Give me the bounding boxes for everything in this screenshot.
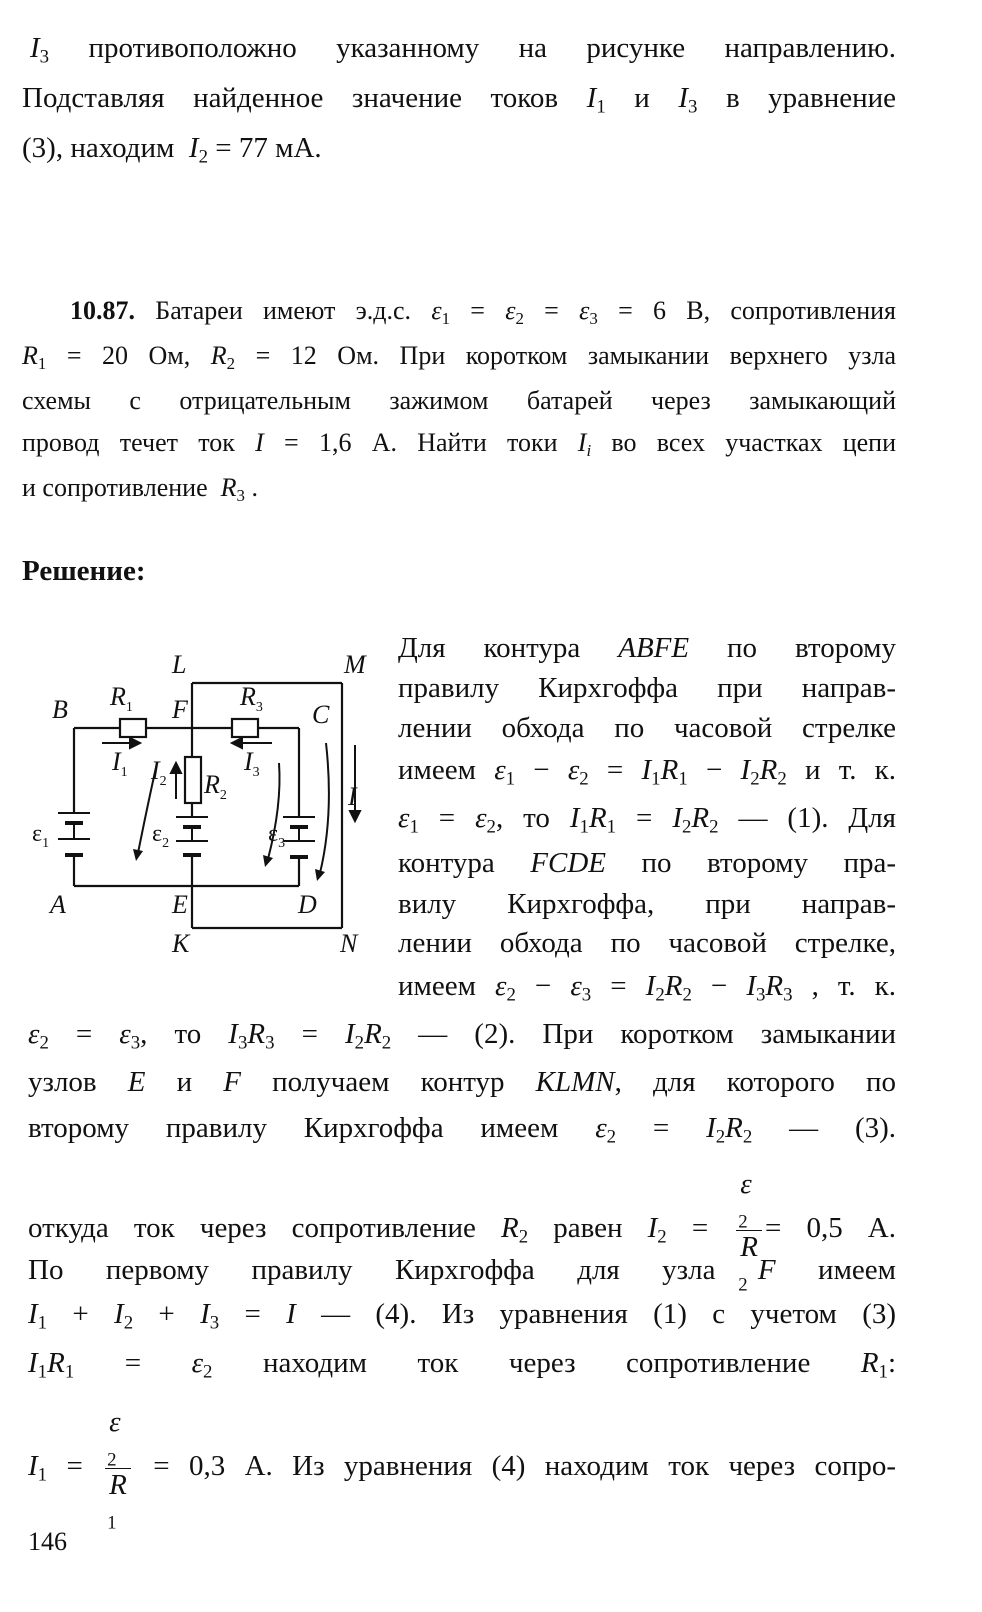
current-label-i3: $I_3$ — [244, 747, 260, 780]
text-span: и — [176, 1066, 193, 1098]
text-span: в уравнение — [725, 82, 897, 114]
node-label-A: A — [50, 890, 66, 919]
solution-line: $I_1 + I_2 + I_3 = I$ — (4). Из уравнения (1) с учетом (3) — [28, 1298, 897, 1334]
text-span: = 0,5 А. — [765, 1212, 897, 1245]
text-span: , для которого по — [614, 1066, 897, 1098]
node-label-B: B — [52, 695, 68, 724]
text-span: — (2). При коротком замыкании — [418, 1018, 897, 1050]
text-span: имеем — [398, 970, 476, 1002]
solution-line — [398, 845, 896, 881]
text-span: провод течет ток — [22, 428, 235, 457]
solution-line: $\varepsilon_1 = \varepsilon_2$, то $I_1R_1 = I_2R_2$ — (1). Для — [398, 802, 897, 838]
solution-line: $I_1$ = ε $_2$ R $_1$ = 0,3 А. Из уравнения (4) находим ток через сопро- — [28, 1406, 896, 1534]
text-span: = 1,6 А. Найти токи — [284, 428, 558, 457]
text-span: схемы с отрицательным зажимом батарей через замыкающий — [22, 386, 896, 415]
text-span: второму правилу Кирхгоффа имеем — [28, 1112, 559, 1144]
solution-line — [398, 886, 896, 922]
current-label-i1: $I_1$ — [112, 747, 128, 780]
solution-line: имеем $\varepsilon_2 - \varepsilon_3 = I_2R_2 - I_3R_3$ , т. к. — [398, 970, 897, 1006]
solution-line: $I_1R_1 = \varepsilon_2$ находим ток через сопротивление $R_1$: — [28, 1347, 897, 1383]
text-span: , то — [495, 802, 550, 834]
text-span: и т. к. — [804, 754, 897, 786]
text-span: противоположно указанному на рисунке направлению. — [88, 32, 896, 64]
problem-line: $R_1 = 20$ Ом, $R_2 = 12$ Ом. При коротком замыкании верхнего узла — [22, 341, 897, 374]
node-label-D: D — [298, 890, 317, 919]
text-span: = 6 В, сопротивления — [618, 296, 897, 325]
text-span: — (1). Для — [738, 802, 897, 834]
text-span: — (4). Из уравнения (1) с учетом (3) — [321, 1298, 897, 1330]
text-span: Подставляя найденное значение токов — [22, 82, 559, 114]
text-span: лении обхода по часовой стрелке, — [398, 927, 896, 959]
solution-line: По первому правилу Кирхгоффа для узла F имеем — [28, 1254, 897, 1286]
current-label-i2: $I_2$ — [151, 756, 167, 789]
problem-line: 10.87. Батареи имеют э.д.с. $\varepsilon_1 = \varepsilon_2 = \varepsilon_3 = 6$ В, сопротивления — [70, 296, 897, 329]
text-span: По первому правилу Кирхгоффа для узла — [28, 1254, 716, 1286]
text-span: = 0,3 А. Из уравнения (4) находим ток через сопро- — [153, 1450, 896, 1483]
text-span: и — [634, 82, 650, 114]
text-span: Для контура — [398, 632, 581, 664]
problem-number: 10.87. — [70, 296, 135, 325]
text-span: по второму пра- — [641, 847, 897, 879]
text-span: правилу Кирхгоффа при направ- — [398, 672, 896, 704]
text-span: сопротивление — [626, 1347, 811, 1379]
text-span: узлов — [28, 1066, 97, 1098]
emf-label-e1: $\varepsilon_1$ — [32, 821, 50, 851]
solution-line: $\varepsilon_2 = \varepsilon_3$, то $I_3R_3 = I_2R_2$ — (2). При коротком замыкании — [28, 1018, 897, 1054]
text-span: во всех участках цепи — [611, 428, 897, 457]
text-line: (3), находим $I_2 = 77$ мА. — [22, 132, 322, 168]
text-span: по второму — [727, 632, 897, 664]
node-label-K: K — [172, 929, 190, 958]
contour-name: KLMN — [535, 1066, 615, 1098]
text-span: (3), находим — [22, 132, 175, 164]
text-line: Подставляя найденное значение токов $I_1$ и $I_3$ в уравнение — [22, 82, 897, 118]
text-line: $I_3$ противоположно указанному на рисунке направлению. — [30, 32, 896, 68]
text-span: , то — [140, 1018, 202, 1050]
current-label-i: I — [348, 782, 357, 811]
solution-line — [398, 630, 896, 666]
fraction: ε $_2$ R $_1$ — [105, 1408, 131, 1529]
problem-line: провод течет ток I = 1,6 А. Найти токи $I_i$ во всех участках цепи — [22, 428, 897, 461]
text-span: лении обхода по часовой стрелке — [398, 712, 896, 744]
fraction: ε $_2$ R $_2$ — [736, 1170, 762, 1291]
text-span: = 12 Ом. При коротком замыкании верхнего узла — [255, 341, 897, 370]
node-label-N: N — [340, 929, 358, 958]
contour-name: FCDE — [530, 847, 606, 879]
node-label-L: L — [172, 650, 187, 679]
text-span: получаем контур — [272, 1066, 505, 1098]
problem-line — [22, 383, 896, 419]
circuit-diagram — [22, 645, 374, 965]
contour-name: ABFE — [618, 632, 690, 664]
node-label-C: C — [312, 700, 330, 729]
text-span: = 77 мА. — [215, 132, 322, 164]
node-label-E: E — [172, 890, 188, 919]
node-label-F: F — [172, 695, 188, 724]
resistor-label-r3: $R_3$ — [240, 682, 263, 715]
text-span: вилу Кирхгоффа, при направ- — [398, 888, 896, 920]
text-span: имеем — [818, 1254, 897, 1286]
solution-heading: Решение: — [22, 555, 146, 587]
text-span: — (3). — [789, 1112, 897, 1144]
emf-label-e3: $\varepsilon_3$ — [268, 821, 286, 851]
text-span: и сопротивление — [22, 473, 208, 502]
text-span: , т. к. — [811, 970, 897, 1002]
page-number: 146 — [28, 1527, 67, 1556]
text-span: через — [508, 1347, 576, 1379]
solution-line: откуда ток через сопротивление $R_2$ равен $I_2$ = ε $_2$ R $_2$ = 0,5 А. — [28, 1168, 897, 1296]
text-span: контура — [398, 847, 495, 879]
text-span: имеем — [398, 754, 476, 786]
text-span: равен — [553, 1212, 623, 1245]
text-span: Батареи имеют э.д.с. — [155, 296, 412, 325]
solution-line: узлов E и F получаем контур KLMN, для которого по — [28, 1066, 897, 1098]
text-span: ток — [417, 1347, 459, 1379]
solution-line: имеем $\varepsilon_1 - \varepsilon_2 = I_1R_1 - I_2R_2$ и т. к. — [398, 754, 897, 790]
resistor-label-r2: $R_2$ — [204, 770, 227, 803]
solution-line — [398, 925, 896, 961]
solution-line — [398, 710, 896, 746]
solution-line — [398, 670, 896, 706]
problem-line: и сопротивление $R_3$ . — [22, 473, 258, 506]
emf-label-e2: $\varepsilon_2$ — [152, 821, 170, 851]
solution-line: второму правилу Кирхгоффа имеем $\varepsilon_2 = I_2R_2$ — (3). — [28, 1112, 897, 1148]
text-span: = 20 Ом, — [66, 341, 191, 370]
resistor-label-r1: $R_1$ — [110, 682, 133, 715]
text-span: находим — [262, 1347, 368, 1379]
node-label-M: M — [344, 650, 366, 679]
text-span: откуда ток через сопротивление — [28, 1212, 476, 1245]
